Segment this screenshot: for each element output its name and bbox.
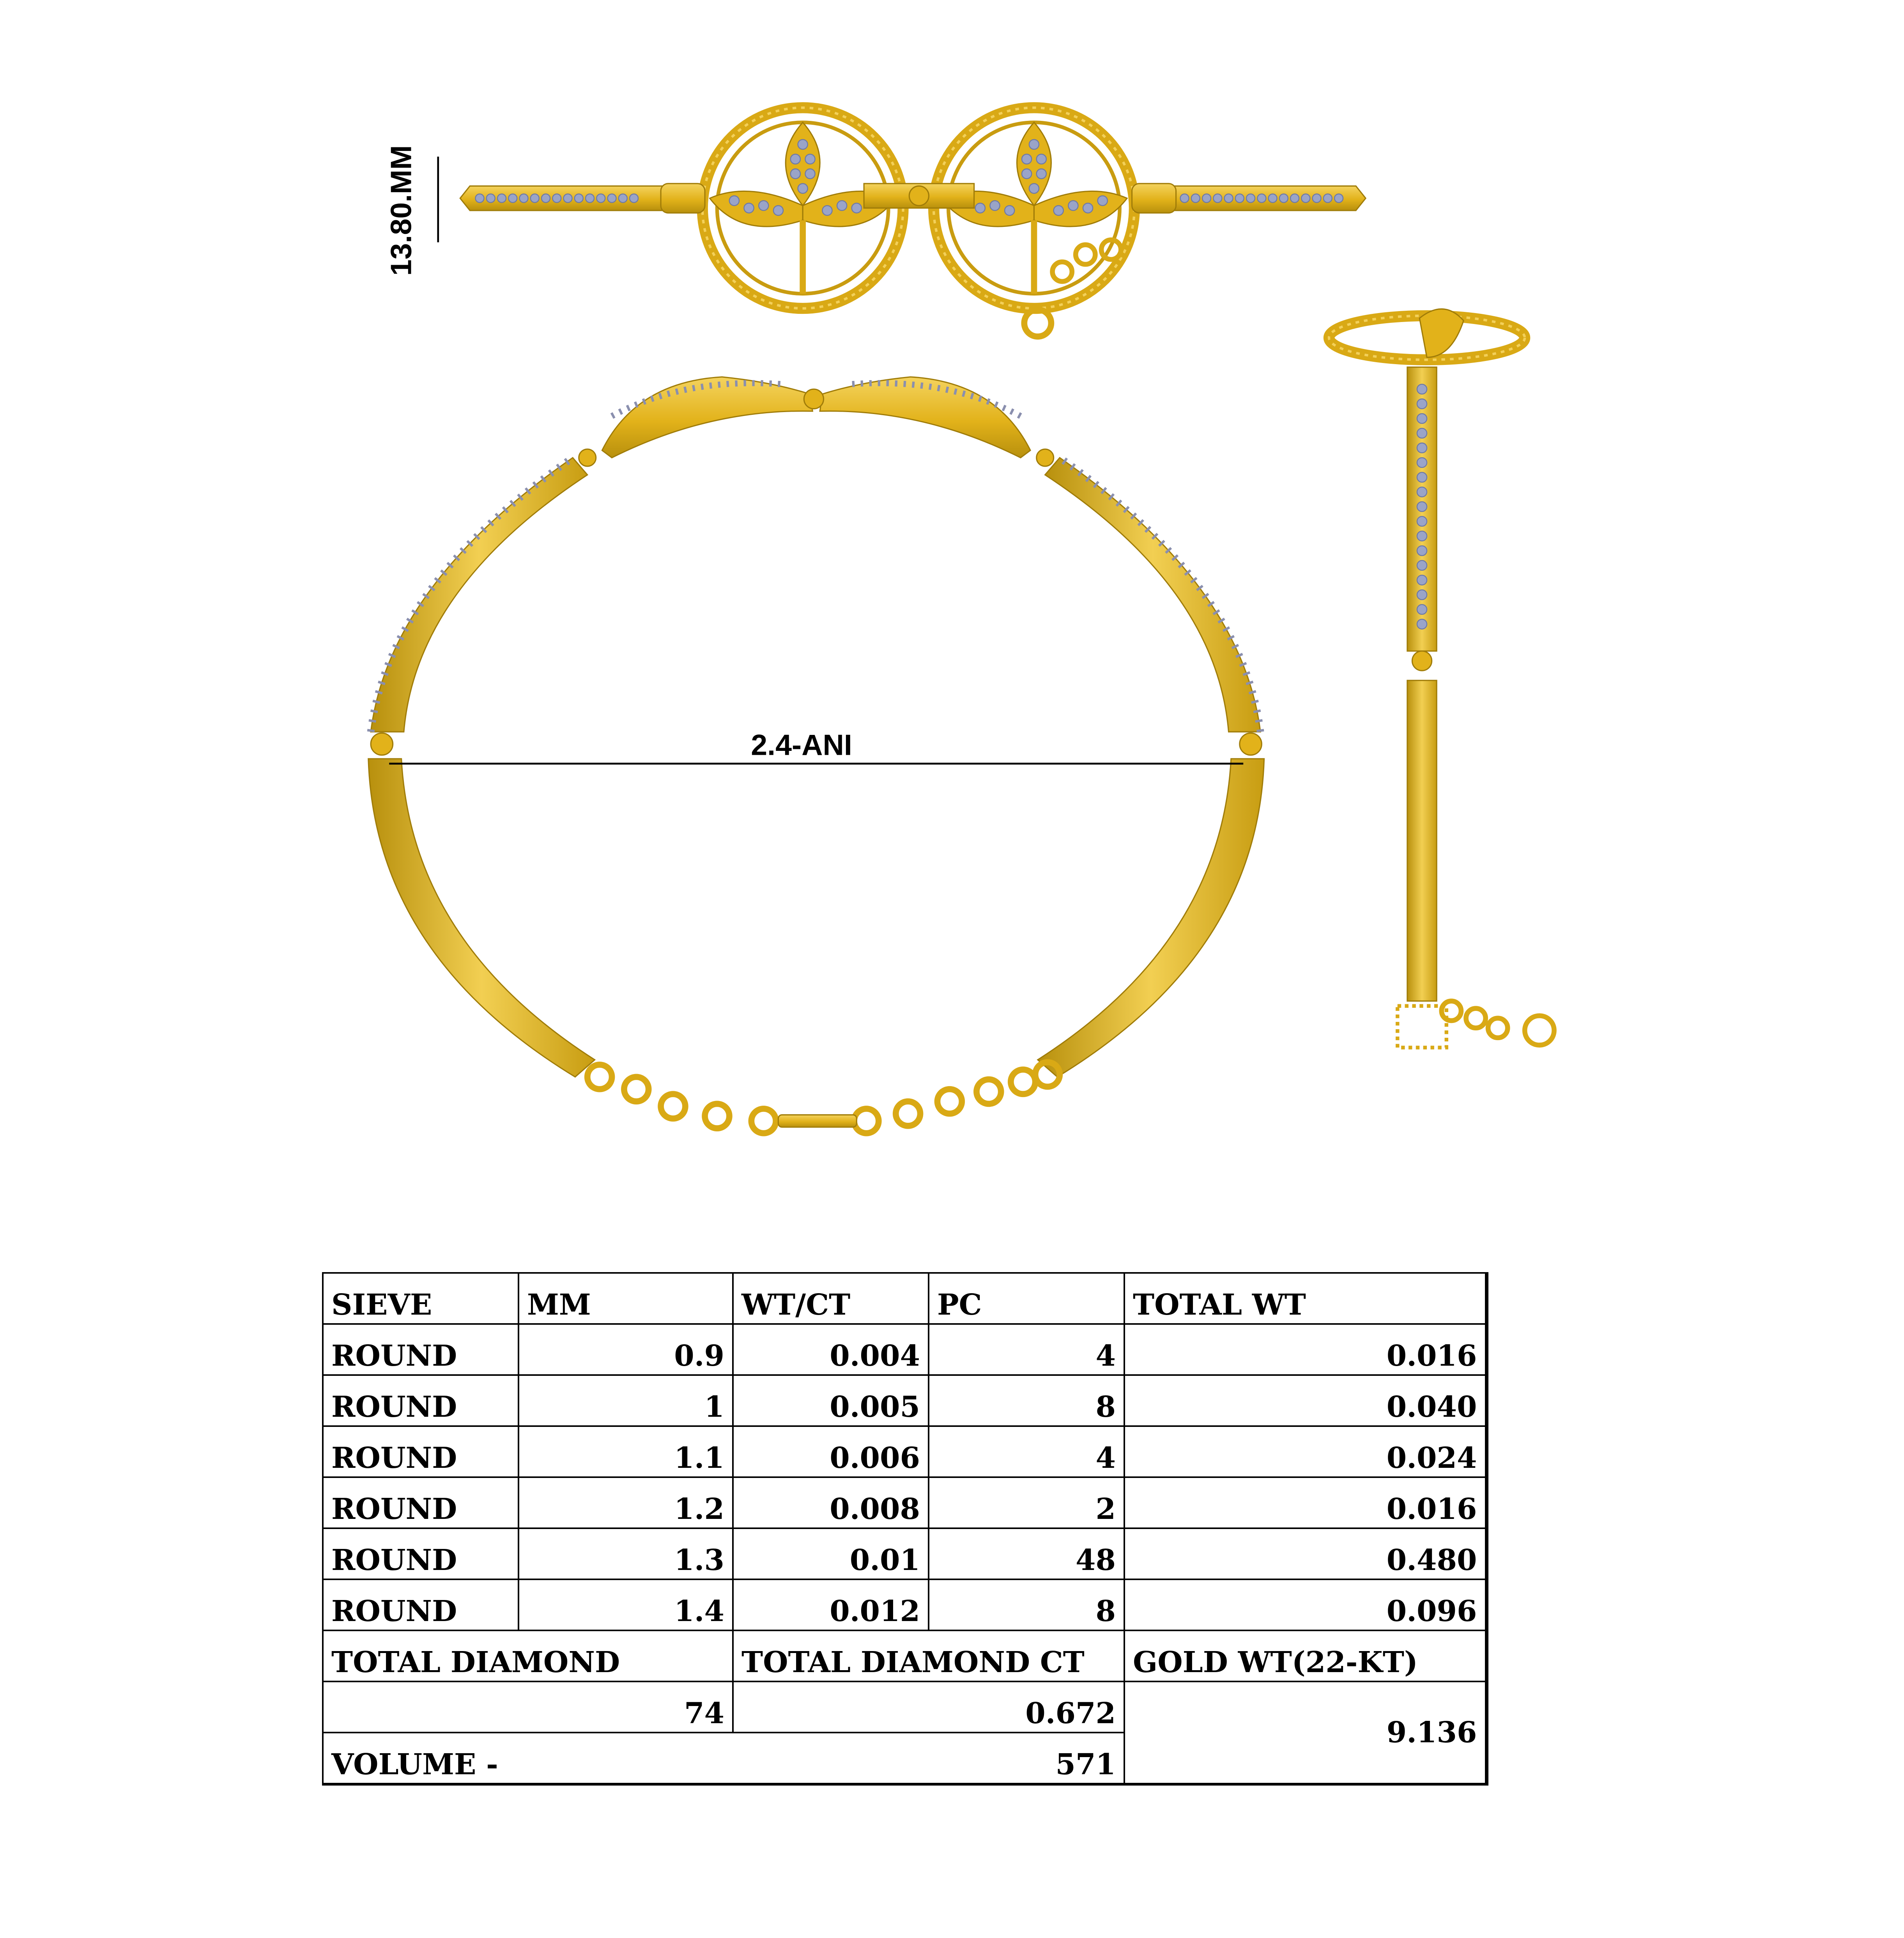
total-wt-cell: 0.016 <box>1124 1324 1486 1375</box>
table-row <box>323 1375 1486 1426</box>
diamond-spec-table <box>322 1272 1488 1786</box>
total-wt-cell: 0.024 <box>1124 1426 1486 1477</box>
sieve-cell: ROUND <box>323 1477 518 1528</box>
top-view <box>385 108 1366 336</box>
mm-cell: 0.9 <box>518 1324 733 1375</box>
mm-cell: 1.1 <box>518 1426 733 1477</box>
summary-value-row <box>323 1681 1486 1733</box>
wt-ct-cell: 0.008 <box>733 1477 929 1528</box>
volume-label: VOLUME - <box>323 1733 733 1784</box>
pc-cell: 8 <box>929 1375 1124 1426</box>
total-wt-cell: 0.016 <box>1124 1477 1486 1528</box>
header-total-wt: TOTAL WT <box>1124 1273 1486 1324</box>
wt-ct-cell: 0.006 <box>733 1426 929 1477</box>
table-row <box>323 1528 1486 1579</box>
top-center-clasp <box>864 184 974 208</box>
mm-cell: 1.4 <box>518 1579 733 1630</box>
total-diamond-ct-value: 0.672 <box>733 1681 1124 1733</box>
gold-wt-label: GOLD WT(22-KT) <box>1124 1630 1486 1681</box>
total-diamond-value: 74 <box>323 1681 733 1733</box>
wt-ct-cell: 0.005 <box>733 1375 929 1426</box>
sieve-cell: ROUND <box>323 1324 518 1375</box>
gold-wt-value: 9.136 <box>1124 1681 1486 1784</box>
top-right-medallion <box>934 108 1176 336</box>
wt-ct-cell: 0.012 <box>733 1579 929 1630</box>
pc-cell: 4 <box>929 1324 1124 1375</box>
sieve-cell: ROUND <box>323 1426 518 1477</box>
table-row <box>323 1324 1486 1375</box>
table-row <box>323 1579 1486 1630</box>
top-right-bar <box>1150 186 1366 211</box>
height-dimension-label: 13.80.MM <box>384 145 418 276</box>
header-wt-ct: WT/CT <box>733 1273 929 1324</box>
table-header-row <box>323 1273 1486 1324</box>
header-pc: PC <box>929 1273 1124 1324</box>
total-wt-cell: 0.480 <box>1124 1528 1486 1579</box>
header-sieve: SIEVE <box>323 1273 518 1324</box>
pc-cell: 48 <box>929 1528 1124 1579</box>
side-view <box>1329 309 1554 1048</box>
total-diamond-label: TOTAL DIAMOND <box>323 1630 733 1681</box>
header-mm: MM <box>518 1273 733 1324</box>
front-view <box>368 377 1264 1133</box>
mm-cell: 1 <box>518 1375 733 1426</box>
table-row <box>323 1477 1486 1528</box>
diameter-dimension-label: 2.4-ANI <box>751 728 852 761</box>
total-wt-cell: 0.096 <box>1124 1579 1486 1630</box>
volume-value: 571 <box>733 1733 1124 1784</box>
total-diamond-ct-label: TOTAL DIAMOND CT <box>733 1630 1124 1681</box>
pc-cell: 4 <box>929 1426 1124 1477</box>
sieve-cell: ROUND <box>323 1528 518 1579</box>
summary-label-row <box>323 1630 1486 1681</box>
mm-cell: 1.3 <box>518 1528 733 1579</box>
sieve-cell: ROUND <box>323 1375 518 1426</box>
pc-cell: 2 <box>929 1477 1124 1528</box>
top-left-bar <box>460 186 675 211</box>
mm-cell: 1.2 <box>518 1477 733 1528</box>
wt-ct-cell: 0.004 <box>733 1324 929 1375</box>
table-row <box>323 1426 1486 1477</box>
total-wt-cell: 0.040 <box>1124 1375 1486 1426</box>
wt-ct-cell: 0.01 <box>733 1528 929 1579</box>
pc-cell: 8 <box>929 1579 1124 1630</box>
sieve-cell: ROUND <box>323 1579 518 1630</box>
